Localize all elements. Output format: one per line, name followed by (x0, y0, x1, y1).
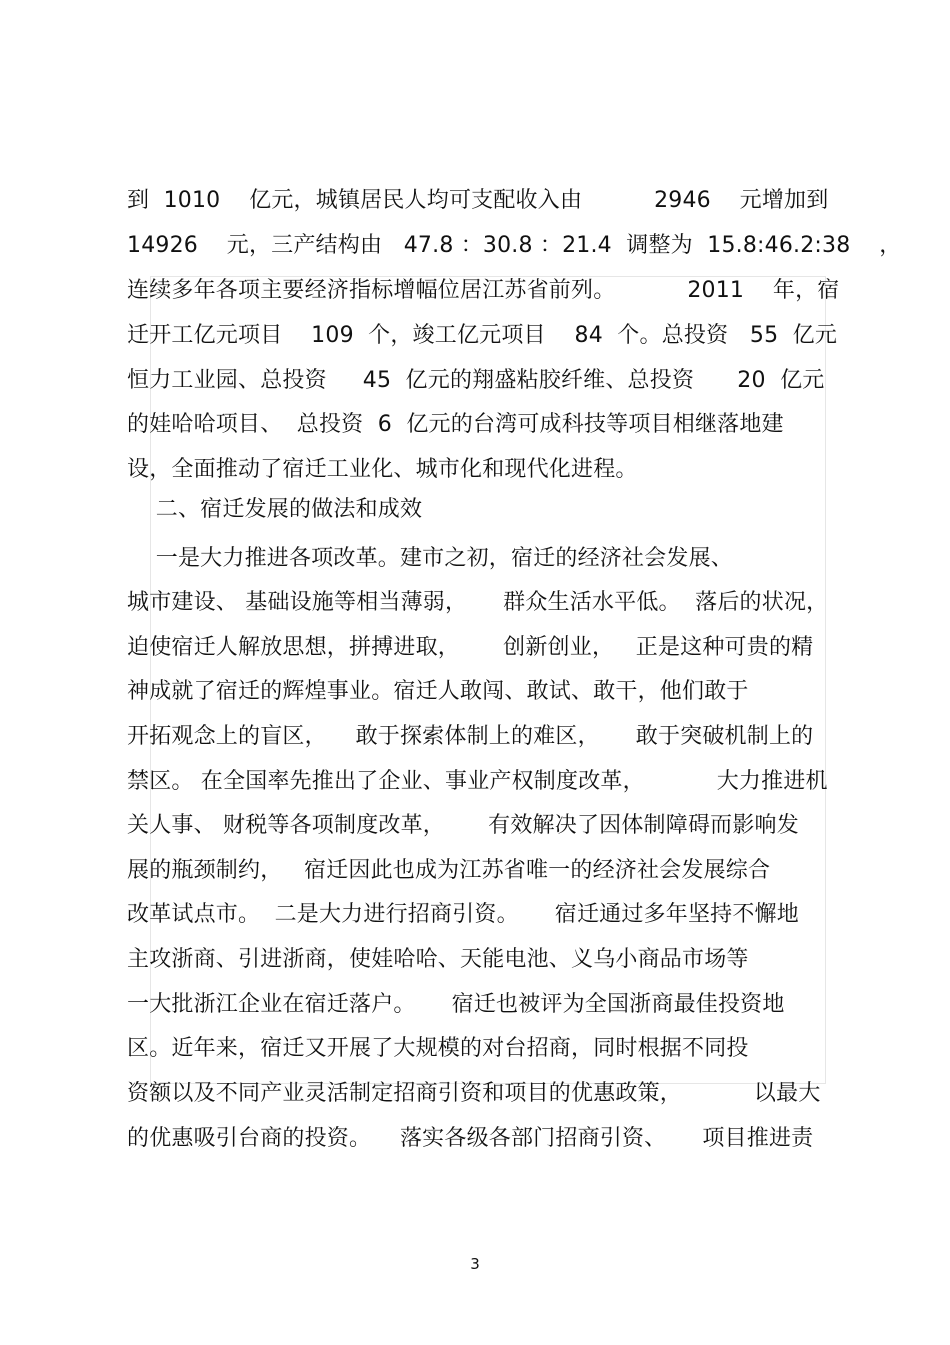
text-line: 一大批浙江企业在宿迁落户。 宿迁也被评为全国浙商最佳投资地 (127, 992, 785, 1017)
text-line: 的娃哈哈项目、 总投资 6 亿元的台湾可成科技等项目相继落地建 (127, 412, 784, 437)
text-line: 主攻浙商、引进浙商，使娃哈哈、天能电池、义乌小商品市场等 (127, 947, 749, 972)
text-line: 14926 元，三产结构由 47.8 ：30.8 ：21.4 调整为 15.8:46.2:38 ， (127, 233, 902, 258)
text-line: 改革试点市。 二是大力进行招商引资。 宿迁通过多年坚持不懈地 (127, 902, 799, 927)
page-number: 3 (470, 1255, 480, 1273)
text-line: 恒力工业园、总投资 45 亿元的翔盛粘胶纤维、总投资 20 亿元 (127, 368, 825, 393)
text-line: 神成就了宿迁的辉煌事业。宿迁人敢闯、敢试、敢干，他们敢于 (127, 679, 749, 704)
text-line: 关人事、 财税等各项制度改革， 有效解决了因体制障碍而影响发 (127, 813, 799, 838)
text-line: 展的瓶颈制约， 宿迁因此也成为江苏省唯一的经济社会发展综合 (127, 858, 771, 883)
section-heading: 二、宿迁发展的做法和成效 (127, 497, 423, 522)
text-line: 设，全面推动了宿迁工业化、城市化和现代化进程。 (127, 457, 638, 482)
text-line: 禁区。 在全国率先推出了企业、事业产权制度改革， 大力推进机 (127, 769, 828, 794)
text-line: 的优惠吸引台商的投资。 落实各级各部门招商引资、 项目推进责 (127, 1126, 814, 1151)
text-line: 资额以及不同产业灵活制定招商引资和项目的优惠政策， 以最大 (127, 1081, 821, 1106)
text-line: 一是大力推进各项改革。建市之初，宿迁的经济社会发展、 (127, 546, 733, 571)
text-line: 开拓观念上的盲区， 敢于探索体制上的难区， 敢于突破机制上的 (127, 724, 814, 749)
text-line: 区。近年来，宿迁又开展了大规模的对台招商，同时根据不同投 (127, 1036, 749, 1061)
text-line: 到 1010 亿元，城镇居民人均可支配收入由 2946 元增加到 (127, 188, 829, 213)
text-line: 城市建设、 基础设施等相当薄弱， 群众生活水平低。 落后的状况， (127, 590, 829, 615)
text-line: 迁开工亿元项目 109 个，竣工亿元项目 84 个。总投资 55 亿元 (127, 323, 838, 348)
text-line: 连续多年各项主要经济指标增幅位居江苏省前列。 2011 年，宿 (127, 278, 840, 303)
text-line: 迫使宿迁人解放思想，拼搏进取， 创新创业， 正是这种可贵的精 (127, 635, 814, 660)
